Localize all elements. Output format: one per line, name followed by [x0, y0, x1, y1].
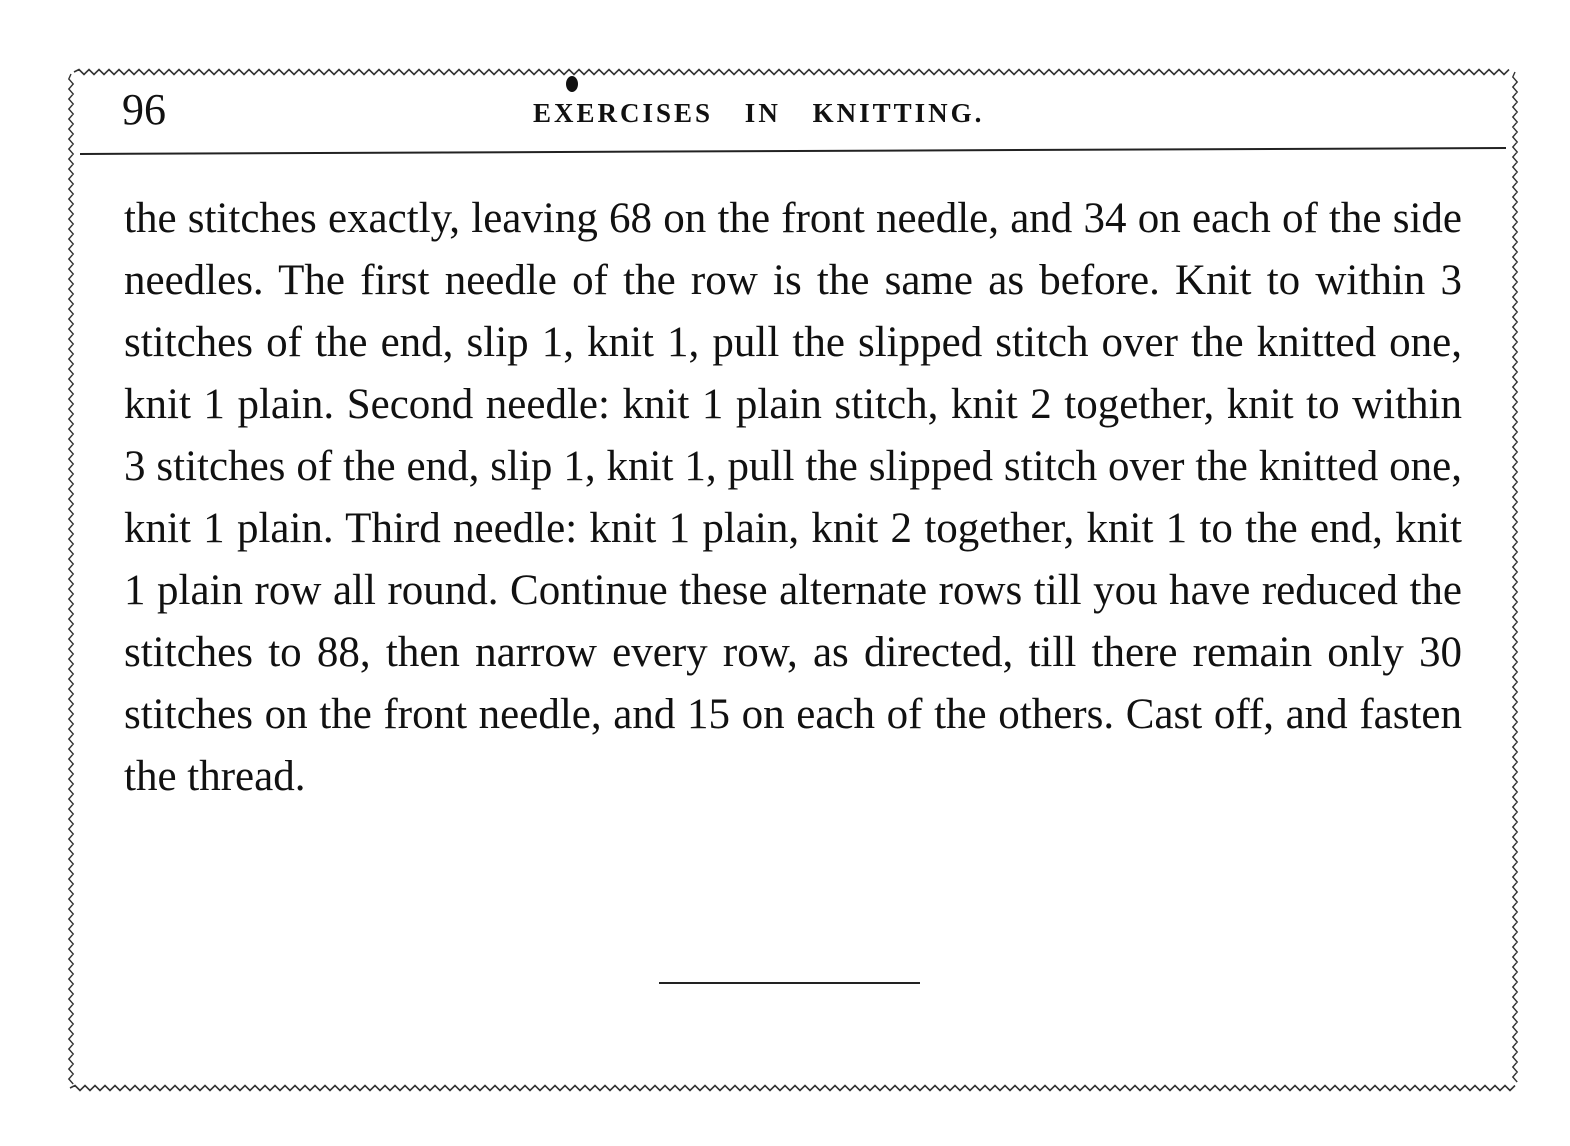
- left-border-line: [69, 74, 73, 1084]
- top-border-line: [74, 70, 1509, 75]
- bottom-border-line: [70, 1086, 1515, 1091]
- body-paragraph: the stitches exactly, leaving 68 on the front needle, and 34 on each of the side needles. The first needle of the row is the same as before. Knit to within 3 stitches of the end, slip 1, knit 1, pull the slipped stitch over the knitted one, knit 1 plain. Second needle: knit 1 plain stitch, knit 2 together, knit to within 3 stitches of the end, slip 1, knit 1, pull the slipped stitch over the knitted one, knit 1 plain. Third needle: knit 1 plain, knit 2 together, knit 1 to the end, knit 1 plain row all round. Continue these alternate rows till you have reduced the stitches to 88, then narrow every row, as directed, till there remain only 30 stitches on the front needle, and 15 on each of the others. Cast off, and fasten the thread.: [124, 195, 1462, 800]
- running-title: EXERCISES IN KNITTING.: [533, 98, 985, 128]
- right-border-line: [1513, 72, 1517, 1082]
- section-end-rule: [659, 982, 920, 984]
- header-rule: [80, 148, 1506, 154]
- page-number: 96: [122, 85, 166, 134]
- ink-blot: [566, 76, 578, 92]
